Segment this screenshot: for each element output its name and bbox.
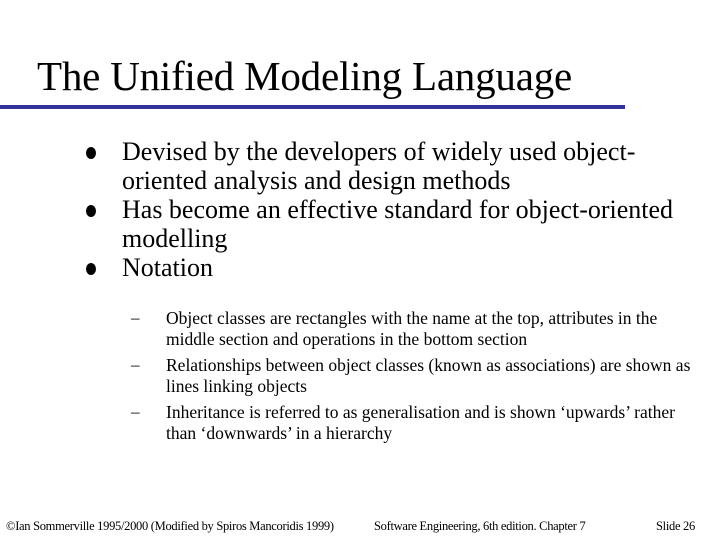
dash-icon: – xyxy=(131,308,140,327)
sub-bullet-item xyxy=(0,402,696,443)
bullet-item xyxy=(0,253,682,282)
bullet-dot-icon xyxy=(86,147,96,159)
sub-bullet-list xyxy=(0,308,717,449)
dash-icon: – xyxy=(131,355,140,374)
sub-bullet-item xyxy=(0,308,696,349)
bullet-item xyxy=(0,195,682,253)
bullet-text: Devised by the developers of widely used object-oriented analysis and design methods xyxy=(122,137,636,195)
title-underline xyxy=(0,105,625,109)
sub-bullet-item xyxy=(0,355,696,396)
footer-slide-number: Slide 26 xyxy=(656,519,695,533)
bullet-item xyxy=(0,137,682,195)
footer-book-chapter: Software Engineering, 6th edition. Chapter 7 xyxy=(374,519,586,533)
bullet-text: Notation xyxy=(122,253,213,282)
slide-title: The Unified Modeling Language xyxy=(37,53,573,99)
footer-copyright: ©Ian Sommerville 1995/2000 (Modified by Spiros Mancoridis 1999) xyxy=(6,519,334,533)
sub-bullet-text: Inheritance is referred to as generalisation and is shown ‘upwards’ rather than ‘downwards’ in a hierarchy xyxy=(166,402,675,443)
bullet-list xyxy=(0,137,717,282)
sub-bullet-text: Relationships between object classes (known as associations) are shown as lines linking objects xyxy=(166,355,691,396)
bullet-text: Has become an effective standard for object-oriented modelling xyxy=(122,195,674,253)
bullet-dot-icon xyxy=(86,263,96,275)
bullet-dot-icon xyxy=(86,205,96,217)
sub-bullet-text: Object classes are rectangles with the name at the top, attributes in the middle section and operations in the bottom section xyxy=(166,308,658,349)
dash-icon: – xyxy=(131,402,140,421)
